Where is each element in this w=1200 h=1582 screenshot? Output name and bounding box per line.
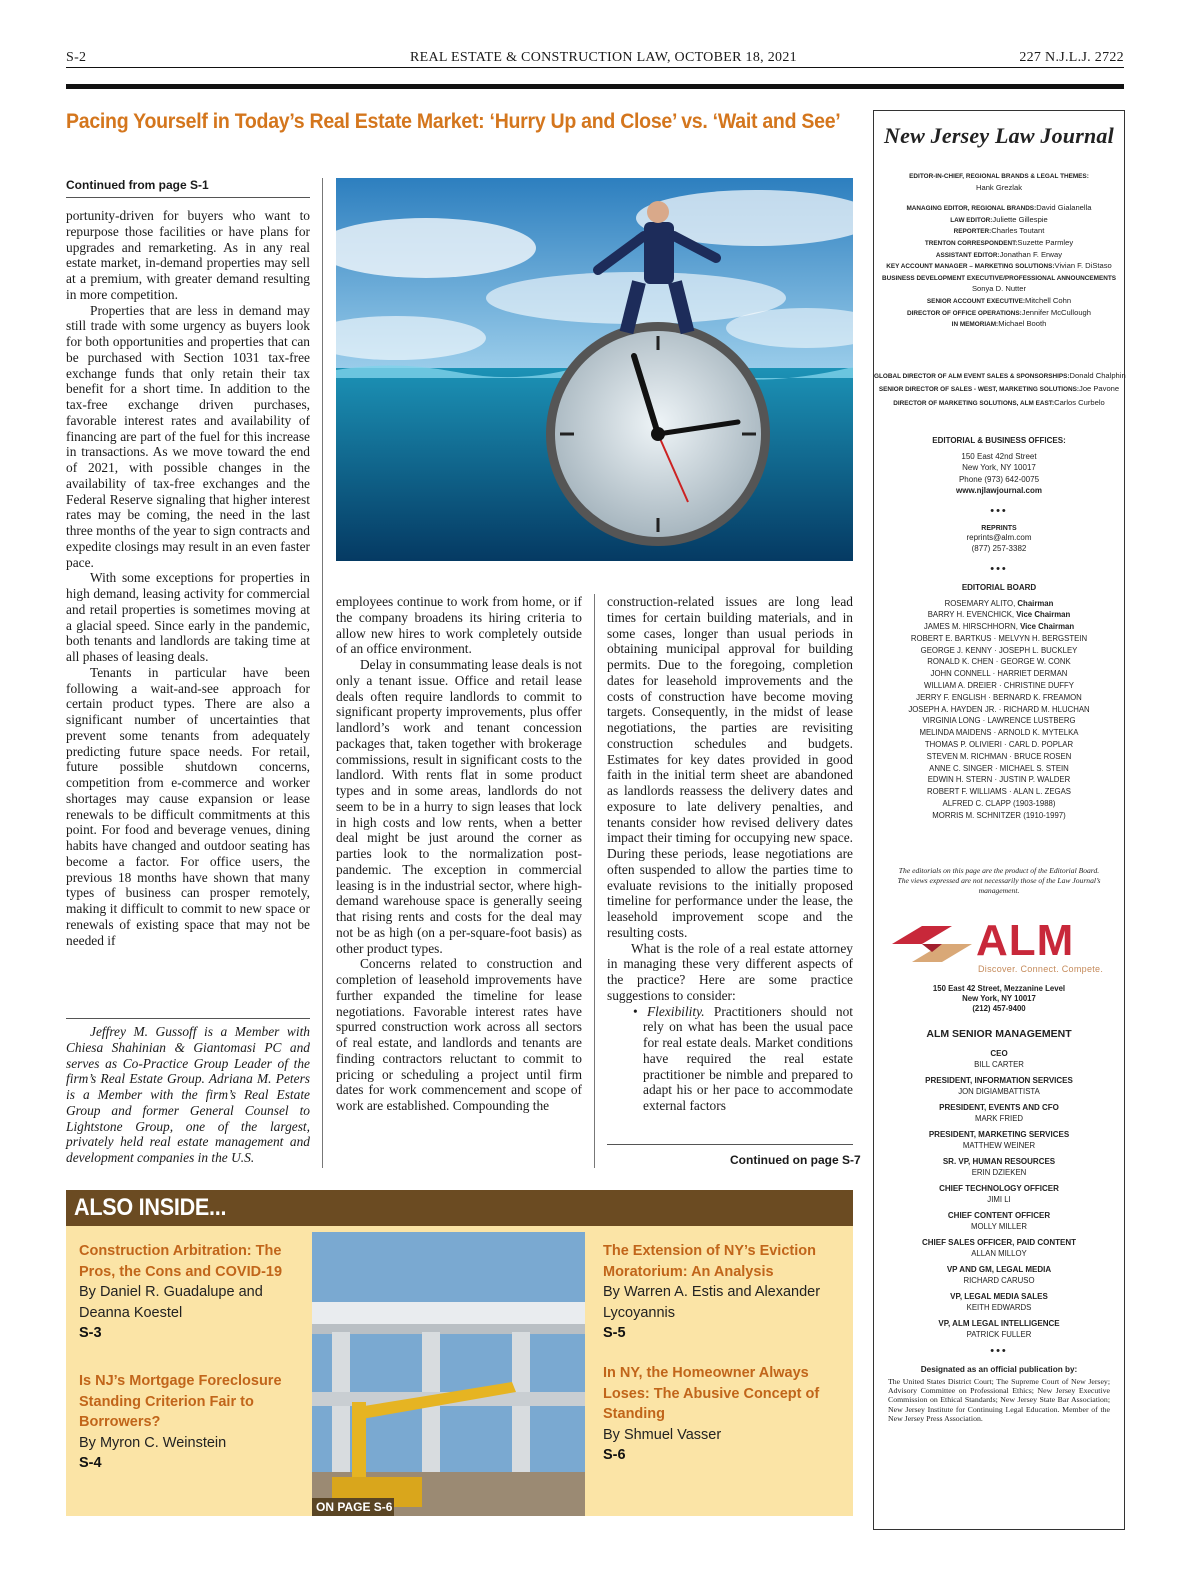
staff-line bbox=[874, 308, 1124, 320]
exec-name: ERIN DZIEKEN bbox=[971, 1167, 1027, 1177]
exec-title: PRESIDENT, EVENTS AND CFO bbox=[939, 1102, 1059, 1112]
disclaimer: The editorials on this page are the product of the Editorial Board. The views expressed are not necessarily those of the Law Journal’s management. bbox=[897, 865, 1101, 895]
item-title: Construction Arbitration: The Pros, the Cons and COVID-19 bbox=[79, 1243, 283, 1280]
designated-text: The United States District Court; The Supreme Court of New Jersey; Advisory Committee on Professional Ethics; New Jersey Executive Commission on Ethical Standards; New Jersey State Bar Association; New Jersey Institute for Continuing Legal Education. Member of the New Jersey Press Association. bbox=[888, 1376, 1110, 1424]
reprints-heading: REPRINTS bbox=[981, 524, 1017, 532]
staff-line bbox=[874, 203, 1124, 215]
board-member bbox=[874, 656, 1124, 668]
staff-list bbox=[874, 203, 1124, 331]
board-member bbox=[874, 739, 1124, 751]
alm-staff-list bbox=[874, 371, 1124, 410]
article-column-1 bbox=[66, 208, 310, 948]
staff-role: TRENTON CORRESPONDENT: bbox=[924, 239, 1018, 247]
paragraph: Tenants in particular have been following a wait-and-see approach for certain product types. There are also a significant number of uncertainties that prevent some tenants from adequately predicting future space needs. For retail, future possible shutdown concerns, competition from e-commerce and worker shortages may cause expansion or lease renewals to be difficult commitments at this point. For food and beverage venues, dining habits have changed and outdoor seating has become a factor. For office users, the previous 18 months have shown that many types of business can prosper remotely, making it difficult to commit to new space or renewals of existing space that may not be needed if bbox=[66, 664, 310, 948]
member-name: ROBERT F. WILLIAMS · ALAN L. ZEGAS bbox=[927, 787, 1071, 797]
alm-wordmark: ALM bbox=[976, 915, 1075, 965]
staff-role: MANAGING EDITOR, REGIONAL BRANDS: bbox=[906, 205, 1037, 213]
divider bbox=[607, 1144, 853, 1145]
office-line: New York, NY 10017 bbox=[962, 463, 1036, 472]
citation: 227 N.J.L.J. 2722 bbox=[1019, 50, 1124, 65]
item-page: S-5 bbox=[603, 1325, 626, 1341]
item-authors: By Shmuel Vasser bbox=[603, 1426, 722, 1443]
exec-name: JON DIGIAMBATTISTA bbox=[958, 1086, 1040, 1096]
also-inside-heading: ALSO INSIDE... bbox=[74, 1194, 227, 1221]
staff-name: Charles Toutant bbox=[991, 226, 1045, 236]
exec-name: BILL CARTER bbox=[974, 1059, 1024, 1069]
separator: ••• bbox=[990, 504, 1008, 517]
member-name: JERRY F. ENGLISH · BERNARD K. FREAMON bbox=[916, 692, 1082, 702]
bullet-term: Flexibility. bbox=[646, 1003, 705, 1019]
staff-line bbox=[874, 284, 1124, 296]
paragraph: construction-related issues are long lead times for certain building materials, and in some cases, longer than usual periods in obtaining municipal approval for building permits. Due to the foregoing, completion dates for leasehold improvements and the costs of construction have become moving targets. Consequently, in the midst of lease negotiations, the parties are revisiting construction schedules and budgets. Estimates for key dates provided in good faith in the initial term sheet are abandoned as landlords reassess the delivery dates and exposure to late delivery penalties, and tenants consider how revised delivery dates impact their timing for occupying new space. During these periods, lease negotiations are often suspended to allow the parties time to evaluate revisions to the initially proposed timeline for performance under the lease, the leasehold improvement scope and the resulting costs. bbox=[607, 594, 853, 940]
member-name: ROSEMARY ALITO, bbox=[944, 598, 1016, 608]
item-authors: By Warren A. Estis and Alexander Lycoyannis bbox=[603, 1284, 821, 1321]
member-name: ALFRED C. CLAPP (1903-1988) bbox=[942, 799, 1056, 809]
staff-name: David Gialanella bbox=[1036, 203, 1092, 213]
board-heading: EDITORIAL BOARD bbox=[961, 582, 1037, 592]
staff-role: IN MEMORIAM: bbox=[951, 321, 999, 329]
board-member bbox=[874, 633, 1124, 645]
staff-name: Joe Pavone bbox=[1079, 384, 1120, 394]
board-member bbox=[874, 810, 1124, 822]
staff-line bbox=[874, 215, 1124, 227]
section-header: REAL ESTATE & CONSTRUCTION LAW, OCTOBER 18, 2021 bbox=[410, 50, 797, 65]
exec-name: MATTHEW WEINER bbox=[962, 1140, 1036, 1150]
member-title: Vice Chairman bbox=[1020, 622, 1075, 632]
item-title: The Extension of NY’s Eviction Moratorium: An Analysis bbox=[603, 1243, 816, 1280]
construction-photo bbox=[312, 1232, 585, 1516]
separator: ••• bbox=[990, 562, 1008, 575]
exec-name: MARK FRIED bbox=[974, 1113, 1024, 1123]
also-inside-item[interactable] bbox=[79, 1371, 307, 1474]
header-thick-rule bbox=[66, 84, 1124, 89]
member-name: JAMES M. HIRSCHHORN, bbox=[923, 622, 1018, 632]
member-name: JOHN CONNELL · HARRIET DERMAN bbox=[930, 669, 1068, 679]
item-page: S-6 bbox=[603, 1447, 626, 1463]
staff-line bbox=[874, 319, 1124, 331]
staff-line bbox=[874, 384, 1124, 396]
member-name: STEVEN M. RICHMAN · BRUCE ROSEN bbox=[926, 751, 1072, 761]
exec-title: VP, ALM LEGAL INTELLIGENCE bbox=[938, 1318, 1060, 1328]
paragraph: With some exceptions for properties in high demand, leasing activity for commercial and retail properties is sometimes moving at a glacial speed. Since early in the pandemic, both tenants and landlords are taking time at all phases of leasing deals. bbox=[66, 570, 310, 664]
item-page: S-4 bbox=[79, 1455, 102, 1471]
alm-tagline: Discover. Connect. Compete. bbox=[978, 963, 1104, 974]
staff-line bbox=[874, 398, 1124, 410]
staff-role: BUSINESS DEVELOPMENT EXECUTIVE/PROFESSIONAL ANNOUNCEMENTS bbox=[882, 274, 1116, 282]
paragraph: employees continue to work from home, or if the company broadens its hiring criteria to allow new hires to work completely outside of an office environment. bbox=[336, 594, 582, 657]
article-column-2 bbox=[336, 594, 582, 1114]
member-name: THOMAS P. OLIVIERI · CARL D. POPLAR bbox=[924, 740, 1074, 750]
staff-name: Hank Grezlak bbox=[975, 182, 1022, 192]
staff-line bbox=[874, 273, 1124, 285]
exec-title: VP AND GM, LEGAL MEDIA bbox=[946, 1264, 1052, 1274]
article-column-3 bbox=[607, 594, 853, 1114]
office-line: 150 East 42nd Street bbox=[961, 451, 1037, 461]
board-member bbox=[874, 774, 1124, 786]
member-name: EDWIN H. STERN · JUSTIN P. WALDER bbox=[927, 775, 1071, 785]
staff-role: SENIOR ACCOUNT EXECUTIVE: bbox=[926, 297, 1026, 305]
board-member bbox=[874, 798, 1124, 810]
exec-title: CHIEF TECHNOLOGY OFFICER bbox=[939, 1183, 1059, 1193]
staff-role: EDITOR-IN-CHIEF, REGIONAL BRANDS & LEGAL THEMES: bbox=[909, 173, 1089, 180]
author-bio: Jeffrey M. Gussoff is a Member with Chiesa Shahinian & Giantomasi PC and serves as Co-Practice Group Leader of the firm’s Real Estate Group. Adriana M. Peters is a Member with the firm’s Real Estate Group and former General Counsel to Lightstone Group, one of the largest, privately held real estate management and development companies in the U.S. bbox=[66, 1024, 310, 1165]
staff-name: Suzette Parmley bbox=[1017, 237, 1074, 247]
staff-name: Juliette Gillespie bbox=[992, 214, 1048, 224]
exec-title: VP, LEGAL MEDIA SALES bbox=[950, 1291, 1048, 1301]
continued-on-link[interactable]: Continued on page S-7 bbox=[730, 1153, 861, 1167]
member-name: VIRGINIA LONG · LAWRENCE LUSTBERG bbox=[922, 716, 1076, 726]
board-member bbox=[874, 727, 1124, 739]
page-number: S-2 bbox=[66, 50, 87, 65]
staff-role: KEY ACCOUNT MANAGER – MARKETING SOLUTIONS: bbox=[886, 263, 1055, 271]
staff-name: Donald Chalphin bbox=[1069, 370, 1126, 380]
paragraph: Properties that are less in demand may still trade with some urgency as buyers look for both opportunities and properties that can be purchased with Section 1031 tax-free exchange funds that only retain their tax benefit for a short time. In addition to the tax-free exchange driven purchases, favorable interest rates and availability of financing are part of the fuel for this increase in transactions. As we move toward the end of 2021, with possible changes in the availability of tax-free exchanges and the Federal Reserve signaling that higher interest rates may be coming, the need in the last three months of the year to sign contracts and expedite closings may result in an even faster pace. bbox=[66, 302, 310, 570]
reprints-phone: (877) 257-3382 bbox=[971, 544, 1027, 553]
address-line: (212) 457-9400 bbox=[972, 1003, 1026, 1013]
offices-heading: EDITORIAL & BUSINESS OFFICES: bbox=[932, 435, 1066, 445]
exec-name: RICHARD CARUSO bbox=[963, 1275, 1035, 1285]
staff-line bbox=[874, 250, 1124, 262]
member-name: JOSEPH A. HAYDEN JR. · RICHARD M. HLUCHAN bbox=[908, 704, 1090, 714]
board-member bbox=[874, 621, 1124, 633]
staff-role: DIRECTOR OF MARKETING SOLUTIONS, ALM EAST: bbox=[893, 399, 1055, 407]
board-member bbox=[874, 715, 1124, 727]
member-title: Chairman bbox=[1017, 598, 1054, 608]
exec-name: KEITH EDWARDS bbox=[966, 1302, 1032, 1312]
board-member bbox=[874, 680, 1124, 692]
item-page: S-3 bbox=[79, 1325, 102, 1341]
exec-title: CEO bbox=[990, 1048, 1008, 1058]
column-rule bbox=[594, 594, 595, 1168]
staff-line bbox=[874, 261, 1124, 273]
member-name: WILLIAM A. DREIER · CHRISTINE DUFFY bbox=[924, 681, 1074, 691]
staff-role: ASSISTANT EDITOR: bbox=[935, 251, 1000, 259]
reprints-email[interactable]: reprints@alm.com bbox=[966, 532, 1032, 542]
item-authors: By Daniel R. Guadalupe and Deanna Koestel bbox=[79, 1284, 263, 1321]
also-inside-item[interactable] bbox=[79, 1241, 307, 1344]
staff-role: REPORTER: bbox=[953, 228, 992, 236]
divider bbox=[66, 197, 310, 198]
staff-name: Jennifer McCullough bbox=[1021, 307, 1092, 317]
staff-role: GLOBAL DIRECTOR OF ALM EVENT SALES & SPONSORSHIPS: bbox=[874, 372, 1070, 380]
exec-title: CHIEF SALES OFFICER, PAID CONTENT bbox=[921, 1237, 1077, 1247]
board-member bbox=[874, 786, 1124, 798]
continued-from: Continued from page S-1 bbox=[66, 178, 209, 192]
management-list bbox=[874, 1048, 1124, 1340]
staff-name: Michael Booth bbox=[998, 319, 1047, 329]
paragraph: Concerns related to construction and completion of leasehold improvements have further expanded the timeline for lease negotiations. Favorable interest rates have spurred construction work across all sectors of real estate, and landlords and tenants are finding contractors reluctant to commit to pricing or scheduling a project until firm dates for work commencement and scope of work are established. Compounding the bbox=[336, 956, 582, 1113]
address-line: New York, NY 10017 bbox=[962, 993, 1036, 1003]
member-name: RONALD K. CHEN · GEORGE W. CONK bbox=[927, 657, 1071, 667]
bullet-text: Practitioners should not rely on what has been the usual pace for real estate deals. Market conditions have required the real estate practitioner be nimble and prepared to adapt his or her pace to accommodate external factors bbox=[643, 1003, 853, 1113]
website-link[interactable]: www.njlawjournal.com bbox=[956, 486, 1042, 495]
paragraph: portunity-driven for buyers who want to repurpose those facilities or have plans for upgrades and remarketing. As in any real estate market, in-demand properties may sell at a premium, with greater demand resulting in more competition. bbox=[66, 208, 310, 302]
designated-heading: Designated as an official publication by: bbox=[920, 1364, 1078, 1374]
bullet-item: • Flexibility. Practitioners should not rely on what has been the usual pace for real estate deals. Market conditions have required the real estate practitioner be nimble and prepared to adapt his or her pace to accommodate external factors bbox=[633, 1003, 853, 1113]
exec-name: JIMI LI bbox=[987, 1194, 1011, 1204]
editorial-board bbox=[874, 598, 1124, 822]
masthead bbox=[873, 110, 1125, 1530]
board-member bbox=[874, 598, 1124, 610]
photo-label: ON PAGE S-6 bbox=[316, 1500, 393, 1514]
alm-logo bbox=[874, 915, 1124, 978]
staff-role: SENIOR DIRECTOR OF SALES - WEST, MARKETING SOLUTIONS: bbox=[878, 386, 1080, 394]
column-rule bbox=[322, 178, 323, 1168]
board-member bbox=[874, 763, 1124, 775]
also-inside-item[interactable] bbox=[603, 1363, 843, 1466]
staff-name: Sonya D. Nutter bbox=[971, 284, 1027, 294]
also-inside-bar bbox=[66, 1190, 853, 1226]
staff-line bbox=[874, 226, 1124, 238]
publication-name: New Jersey Law Journal bbox=[884, 123, 1114, 148]
alm-mark-icon bbox=[892, 924, 978, 964]
board-member bbox=[874, 668, 1124, 680]
exec-title: CHIEF CONTENT OFFICER bbox=[947, 1210, 1051, 1220]
staff-name: Jonathan F. Erway bbox=[999, 249, 1063, 259]
member-name: MORRIS M. SCHNITZER (1910-1997) bbox=[932, 810, 1066, 820]
member-name: GEORGE J. KENNY · JOSEPH L. BUCKLEY bbox=[920, 645, 1078, 655]
exec-title: SR. VP, HUMAN RESOURCES bbox=[942, 1156, 1056, 1166]
separator: ••• bbox=[990, 1344, 1008, 1357]
staff-name: Carlos Curbelo bbox=[1054, 397, 1105, 407]
address-line: 150 East 42 Street, Mezzanine Level bbox=[932, 983, 1066, 993]
staff-line bbox=[874, 238, 1124, 250]
exec-name: PATRICK FULLER bbox=[966, 1329, 1032, 1339]
staff-role: DIRECTOR OF OFFICE OPERATIONS: bbox=[906, 309, 1022, 317]
exec-name: MOLLY MILLER bbox=[970, 1221, 1028, 1231]
management-heading: ALM SENIOR MANAGEMENT bbox=[926, 1027, 1072, 1040]
paragraph: What is the role of a real estate attorney in managing these very different aspects of the practice? Here are some practice suggestions to consider: bbox=[607, 940, 853, 1003]
staff-name: Mitchell Cohn bbox=[1025, 295, 1072, 305]
staff-role: LAW EDITOR: bbox=[950, 216, 993, 224]
article-title: Pacing Yourself in Today’s Real Estate Market: ‘Hurry Up and Close’ vs. ‘Wait and See’ bbox=[66, 110, 841, 133]
article-photo bbox=[336, 178, 853, 561]
member-name: ANNE C. SINGER · MICHAEL S. STEIN bbox=[929, 763, 1069, 773]
header-thin-rule bbox=[66, 67, 1124, 68]
board-member bbox=[874, 704, 1124, 716]
also-inside-item[interactable] bbox=[603, 1241, 843, 1344]
paragraph: Delay in consummating lease deals is not only a tenant issue. Office and retail lease deals often require landlords to commit to significant property improvements, plus offer landlord’s work and tenant concession packages that, taken together with brokerage commissions, result in significant costs to the landlord. With rents flat in some product types and in some areas, landlords do not seem to be in a hurry to sign leases that lock in high costs and low rents, when a better deal might be just around the corner as parties look to the normalization post-pandemic. The exception in commercial leasing is in the industrial sector, where high-demand warehouse space is generally seeing that rising rents and costs for the deal may not be as high (on a per-square-foot basis) as other product types. bbox=[336, 657, 582, 956]
exec-title: PRESIDENT, INFORMATION SERVICES bbox=[925, 1075, 1073, 1085]
board-member bbox=[874, 609, 1124, 621]
item-title: Is NJ’s Mortgage Foreclosure Standing Criterion Fair to Borrowers? bbox=[79, 1373, 282, 1430]
exec-title: PRESIDENT, MARKETING SERVICES bbox=[928, 1129, 1070, 1139]
member-title: Vice Chairman bbox=[1016, 610, 1071, 620]
board-member bbox=[874, 645, 1124, 657]
member-name: MELINDA MAIDENS · ARNOLD K. MYTELKA bbox=[919, 728, 1079, 738]
member-name: BARRY H. EVENCHICK, bbox=[927, 610, 1015, 620]
staff-line bbox=[874, 371, 1124, 383]
item-title: In NY, the Homeowner Always Loses: The Abusive Concept of Standing bbox=[603, 1365, 820, 1422]
divider bbox=[66, 1018, 310, 1019]
staff-line bbox=[874, 296, 1124, 308]
exec-name: ALLAN MILLOY bbox=[971, 1248, 1027, 1258]
board-member bbox=[874, 692, 1124, 704]
item-authors: By Myron C. Weinstein bbox=[79, 1434, 227, 1451]
staff-name: Vivian F. DiStaso bbox=[1054, 261, 1112, 271]
board-member bbox=[874, 751, 1124, 763]
member-name: ROBERT E. BARTKUS · MELVYN H. BERGSTEIN bbox=[910, 633, 1088, 643]
office-line: Phone (973) 642-0075 bbox=[958, 474, 1040, 484]
